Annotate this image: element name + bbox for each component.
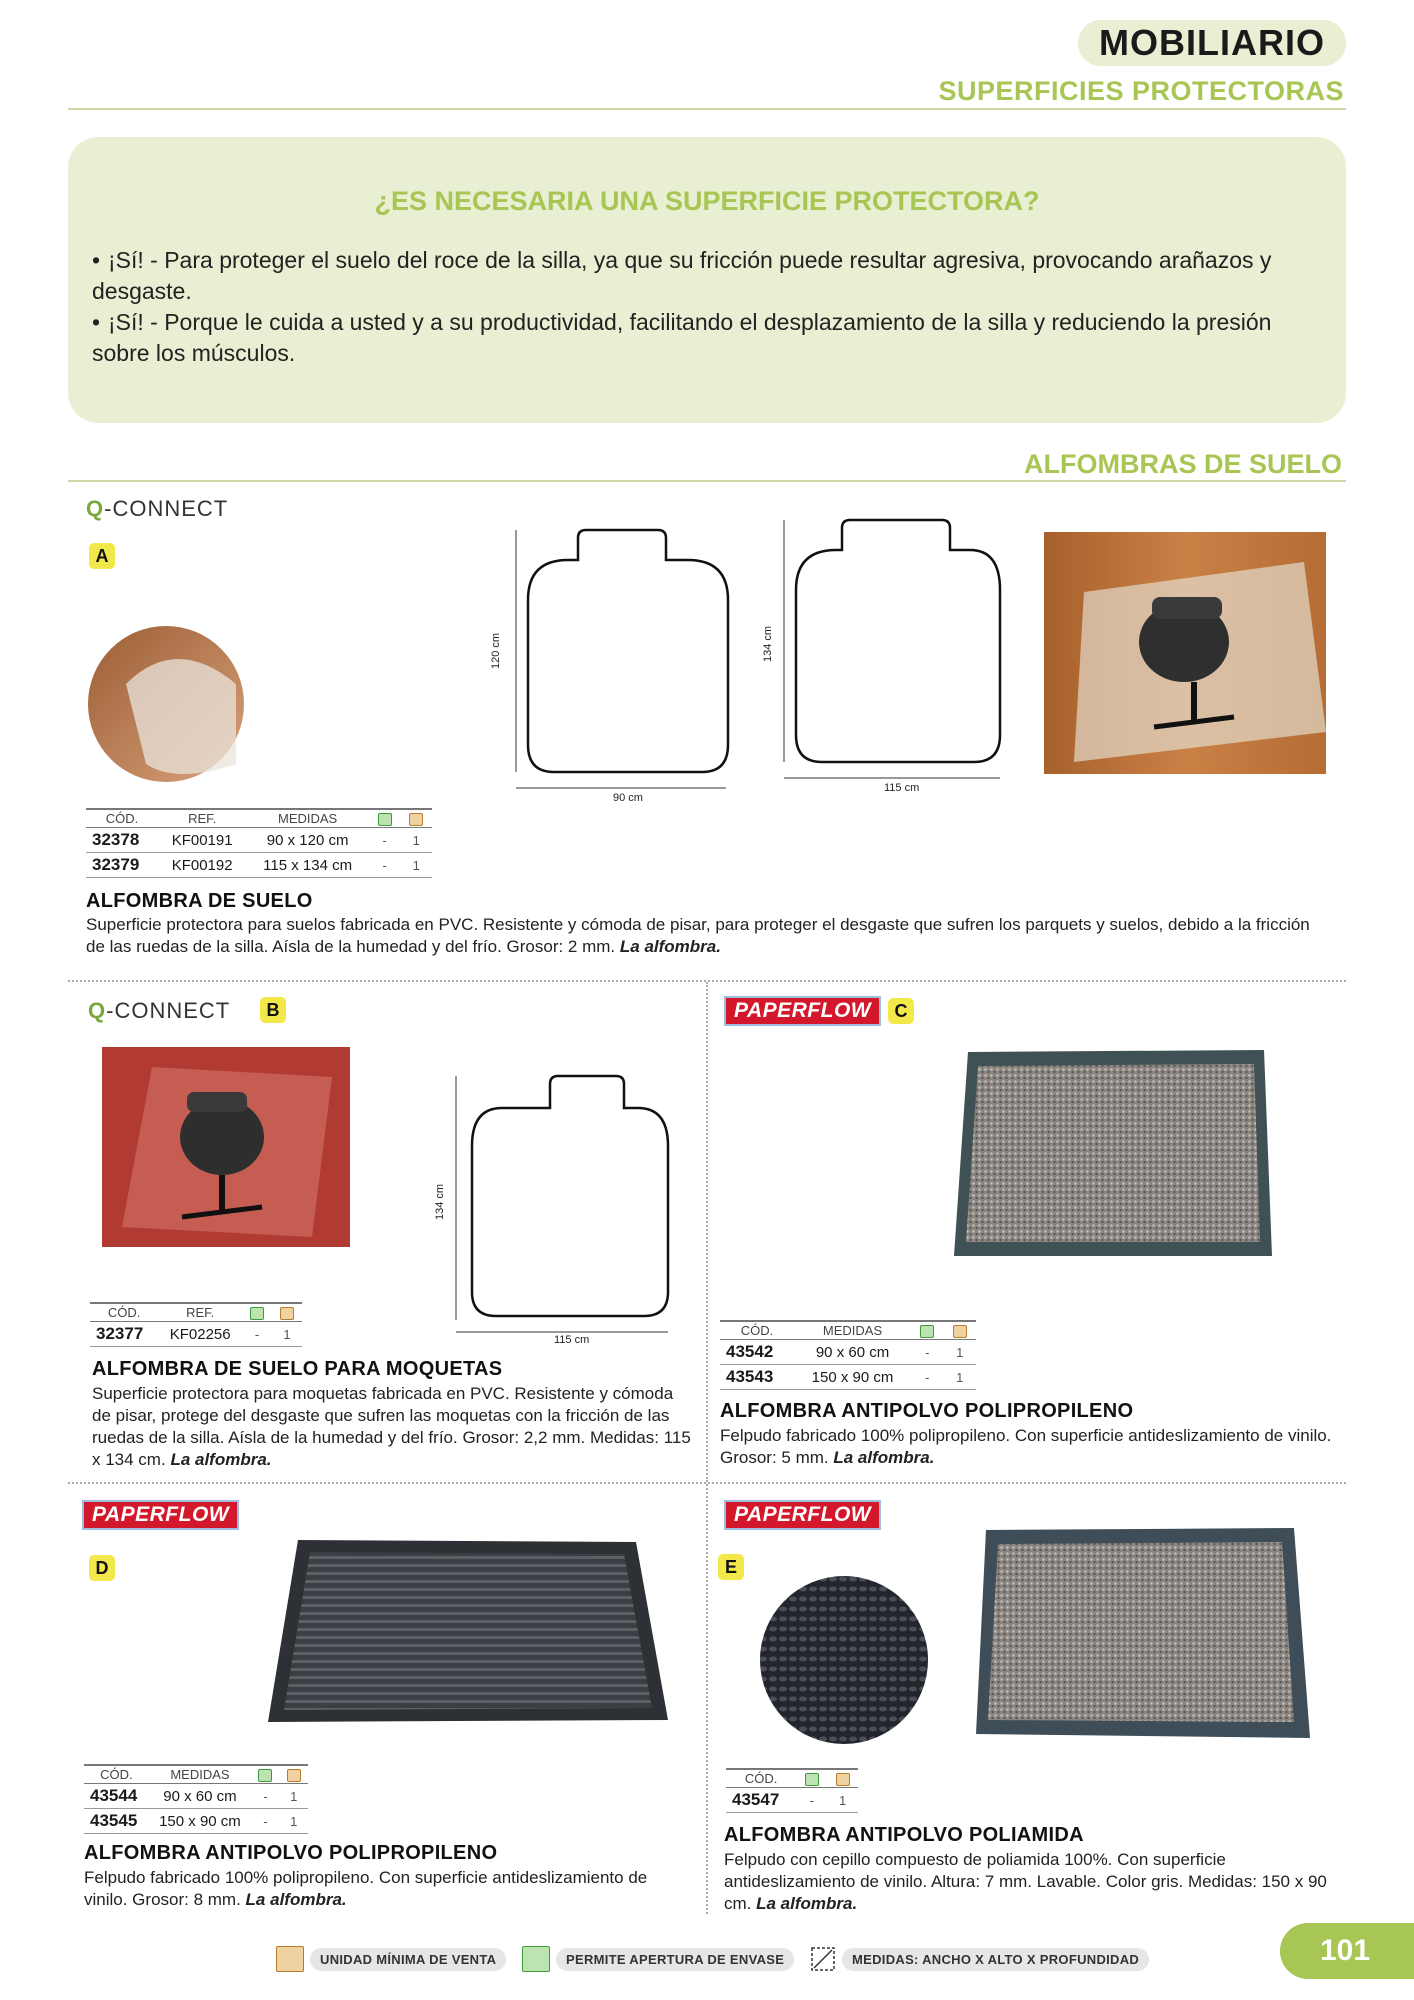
open-pack-icon <box>242 1303 272 1322</box>
col-cod: CÓD. <box>726 1769 796 1788</box>
table-row: 32378 KF00191 90 x 120 cm - 1 <box>86 828 432 853</box>
footer-open-pack: PERMITE APERTURA DE ENVASE <box>522 1945 794 1973</box>
page-number: 101 <box>1280 1923 1414 1979</box>
info-bullet-2: • ¡Sí! - Porque le cuida a usted y a su productividad, facilitando el desplazamiento de la silla y reduciendo la presión sobre los músculos. <box>92 309 1272 366</box>
product-c-badge: C <box>888 998 914 1024</box>
product-e-table <box>726 1768 858 1813</box>
product-b-badge: B <box>260 997 286 1023</box>
col-medidas: MEDIDAS <box>149 1765 251 1784</box>
table-row: 43545 150 x 90 cm - 1 <box>84 1809 308 1834</box>
category-pill: MOBILIARIO <box>1078 20 1346 66</box>
product-b-dim-w: 115 cm <box>554 1334 590 1346</box>
measure-icon <box>810 1946 836 1972</box>
divider <box>706 1484 708 1914</box>
box-icon <box>276 1946 304 1972</box>
product-d-desc: Felpudo fabricado 100% polipropileno. Con superficie antideslizamiento de vinilo. Grosor: 8 mm. La alfombra. <box>84 1868 648 1909</box>
paperflow-logo-d: PAPERFLOW <box>82 1500 239 1530</box>
product-b-title: ALFOMBRA DE SUELO PARA MOQUETAS <box>92 1358 503 1380</box>
col-cod: CÓD. <box>86 809 158 828</box>
unit-box-icon <box>400 809 432 828</box>
header-divider <box>68 108 1346 110</box>
product-a-sample-image <box>86 624 246 784</box>
footer-unit-sale: UNIDAD MÍNIMA DE VENTA <box>276 1945 506 1973</box>
col-cod: CÓD. <box>84 1765 149 1784</box>
product-c-table <box>720 1320 976 1390</box>
qconnect-logo-b: Q-CONNECT <box>88 998 231 1023</box>
product-a-badge: A <box>89 543 115 569</box>
table-row: 43544 90 x 60 cm - 1 <box>84 1784 308 1809</box>
product-a-table <box>86 808 432 878</box>
unit-box-icon <box>272 1303 302 1322</box>
product-a-dimension-drawing-2 <box>750 510 1010 785</box>
subcategory-title: SUPERFICIES PROTECTORAS <box>938 76 1344 106</box>
product-e-title: ALFOMBRA ANTIPOLVO POLIAMIDA <box>724 1824 1084 1846</box>
table-row: 32379 KF00192 115 x 134 cm - 1 <box>86 853 432 878</box>
info-title: ¿ES NECESARIA UNA SUPERFICIE PROTECTORA? <box>374 186 1040 216</box>
unit-box-icon <box>827 1769 858 1788</box>
unit-box-icon <box>280 1765 308 1784</box>
open-pack-icon <box>251 1765 279 1784</box>
col-cod: CÓD. <box>90 1303 158 1322</box>
col-cod: CÓD. <box>720 1321 794 1340</box>
product-c-photo <box>954 1050 1272 1256</box>
paperflow-logo-c: PAPERFLOW <box>724 996 881 1026</box>
product-c-title: ALFOMBRA ANTIPOLVO POLIPROPILENO <box>720 1400 1134 1422</box>
product-e-sample-image <box>758 1574 930 1746</box>
product-a-title: ALFOMBRA DE SUELO <box>86 890 313 912</box>
table-row: 43547 - 1 <box>726 1788 858 1813</box>
product-c-desc: Felpudo fabricado 100% polipropileno. Con superficie antideslizamiento de vinilo. Grosor: 5 mm. La alfombra. <box>720 1426 1332 1467</box>
open-pack-icon <box>369 809 401 828</box>
product-d-title: ALFOMBRA ANTIPOLVO POLIPROPILENO <box>84 1842 498 1864</box>
product-d-badge: D <box>89 1555 115 1581</box>
product-a-dimension-drawing-1 <box>478 520 738 800</box>
table-row: 32377 KF02256 - 1 <box>90 1322 302 1347</box>
open-pack-icon <box>911 1321 943 1340</box>
product-a-dim-h2: 134 cm <box>762 625 775 663</box>
product-e-desc: Felpudo con cepillo compuesto de poliamida 100%. Con superficie antideslizamiento de vinilo. Altura: 7 mm. Lavable. Color gris. Medidas: 150 x 90 cm. La alfombra. <box>724 1850 1327 1913</box>
product-b-table <box>90 1302 302 1347</box>
open-box-icon <box>522 1946 550 1972</box>
col-ref: REF. <box>158 809 246 828</box>
product-e-badge: E <box>718 1554 744 1580</box>
product-a-desc: Superficie protectora para suelos fabricada en PVC. Resistente y cómoda de pisar, para proteger el desgaste que sufren los parquets y suelos, debido a la fricción de las ruedas de la silla. Aísla de la humedad y del frío. Grosor: 2 mm. La alfombra. <box>86 915 1310 956</box>
footer-measures: MEDIDAS: ANCHO X ALTO X PROFUNDIDAD <box>810 1945 1149 1973</box>
product-a-dim-w2: 115 cm <box>884 782 920 794</box>
section-title: ALFOMBRAS DE SUELO <box>1023 449 1342 479</box>
product-b-dimension-drawing <box>446 1070 686 1340</box>
product-a-dim-h1: 120 cm <box>490 632 503 670</box>
product-b-photo <box>102 1047 350 1247</box>
product-a-photo <box>1044 532 1326 774</box>
paperflow-logo-e: PAPERFLOW <box>724 1500 881 1530</box>
col-medidas: MEDIDAS <box>246 809 369 828</box>
product-a-dim-w1: 90 cm <box>613 792 643 804</box>
divider <box>706 982 708 1482</box>
open-pack-icon <box>796 1769 827 1788</box>
col-medidas: MEDIDAS <box>794 1321 911 1340</box>
product-e-photo <box>976 1528 1310 1738</box>
section-divider <box>68 480 1346 482</box>
product-d-table <box>84 1764 308 1834</box>
product-b-dim-h: 134 cm <box>434 1183 447 1221</box>
table-row: 43543 150 x 90 cm - 1 <box>720 1365 976 1390</box>
col-ref: REF. <box>158 1303 242 1322</box>
product-d-photo <box>268 1540 668 1722</box>
unit-box-icon <box>944 1321 977 1340</box>
table-row: 43542 90 x 60 cm - 1 <box>720 1340 976 1365</box>
info-bullet-1: • ¡Sí! - Para proteger el suelo del roce de la silla, ya que su fricción puede resultar agresiva, provocando arañazos y desgaste. <box>92 247 1272 304</box>
product-b-desc: Superficie protectora para moquetas fabricada en PVC. Resistente y cómoda de pisar, protege del desgaste que sufren las moquetas con la fricción de las ruedas de la silla. Aísla de la humedad y del frío. Grosor: 2,2 mm. Medidas: 115 x 134 cm. La alfombra. <box>92 1384 691 1469</box>
qconnect-logo-a: Q-CONNECT <box>86 496 229 521</box>
